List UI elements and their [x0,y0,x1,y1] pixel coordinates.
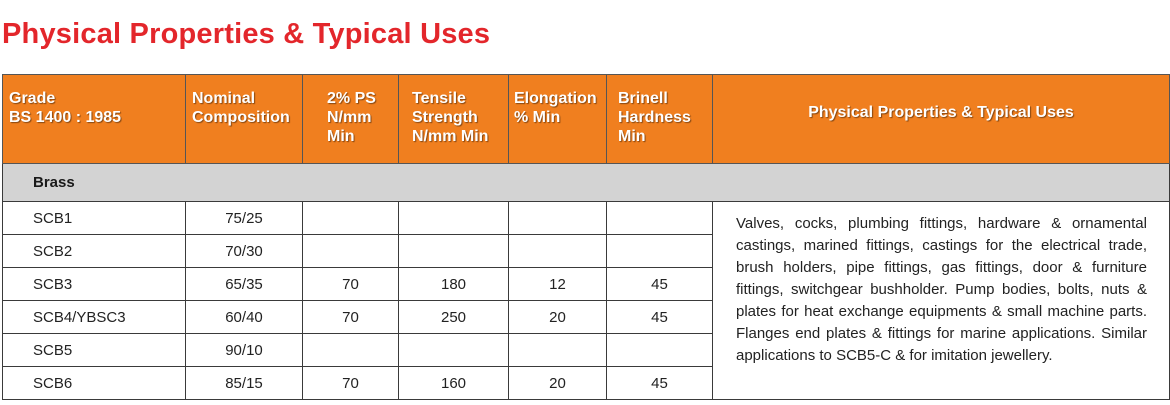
proof-stress-cell: 70 [303,268,399,301]
elongation-cell [509,202,607,235]
tensile-cell: 250 [399,301,509,334]
brinell-cell [607,235,713,268]
header-composition-line2: Composition [192,109,290,126]
header-typical-uses [713,75,1170,164]
grade-cell: SCB1 [3,202,186,235]
composition-cell: 70/30 [186,235,303,268]
grade-cell: SCB3 [3,268,186,301]
elongation-cell: 12 [509,268,607,301]
properties-table [2,74,1170,400]
header-brinell [607,75,713,164]
composition-cell: 90/10 [186,334,303,367]
brinell-cell [607,334,713,367]
header-grade-line1: Grade [9,90,56,107]
elongation-cell [509,235,607,268]
grade-cell: SCB6 [3,367,186,400]
proof-stress-cell: 70 [303,301,399,334]
header-elongation [509,75,607,164]
page-title: Physical Properties & Typical Uses [2,18,491,50]
header-grade-line2: BS 1400 : 1985 [9,109,122,126]
header-proof-stress [303,75,399,164]
header-elongation-line1: Elongation [514,90,597,107]
composition-cell: 65/35 [186,268,303,301]
proof-stress-cell: 70 [303,367,399,400]
header-grade [3,75,186,164]
brinell-cell: 45 [607,268,713,301]
tensile-cell [399,235,509,268]
grade-cell: SCB4/YBSC3 [3,301,186,334]
header-proof-stress-line1: 2% PS [327,90,376,107]
table-row [3,202,1170,235]
proof-stress-cell [303,235,399,268]
proof-stress-cell [303,334,399,367]
elongation-cell: 20 [509,367,607,400]
tensile-cell: 160 [399,367,509,400]
tensile-cell [399,334,509,367]
header-composition-line1: Nominal [192,90,256,107]
header-proof-stress-line2: N/mm [327,109,372,126]
grade-cell: SCB2 [3,235,186,268]
brinell-cell: 45 [607,301,713,334]
header-typical-uses-label: Physical Properties & Typical Uses [808,104,1074,121]
header-brinell-line2: Hardness [618,109,691,126]
brinell-cell [607,202,713,235]
section-label: Brass [3,164,1170,202]
tensile-cell [399,202,509,235]
header-tensile-line1: Tensile [412,90,466,107]
brinell-cell: 45 [607,367,713,400]
composition-cell: 85/15 [186,367,303,400]
header-proof-stress-line3: Min [327,128,355,145]
table-header-row [3,75,1170,164]
elongation-cell [509,334,607,367]
grade-cell: SCB5 [3,334,186,367]
header-elongation-line2: % Min [514,109,561,126]
header-tensile-line3: N/mm Min [412,128,489,145]
tensile-cell: 180 [399,268,509,301]
composition-cell: 75/25 [186,202,303,235]
header-brinell-line3: Min [618,128,646,145]
typical-uses-cell: Valves, cocks, plumbing fittings, hardware & ornamental castings, marined fittings, castings for the electrical trade, brush holders, pipe fittings, gas fittings, door & furniture fittings, switchgear bushholder. Pump bodies, bolts, nuts & plates for heat exchange equipments & small machine parts. Flanges end plates & fittings for marine applications. Similar applications to SCB5-C & for imitation jewellery. [713,202,1170,400]
header-tensile-line2: Strength [412,109,478,126]
proof-stress-cell [303,202,399,235]
composition-cell: 60/40 [186,301,303,334]
header-composition [186,75,303,164]
elongation-cell: 20 [509,301,607,334]
section-row-brass [3,164,1170,202]
header-tensile [399,75,509,164]
header-brinell-line1: Brinell [618,90,668,107]
